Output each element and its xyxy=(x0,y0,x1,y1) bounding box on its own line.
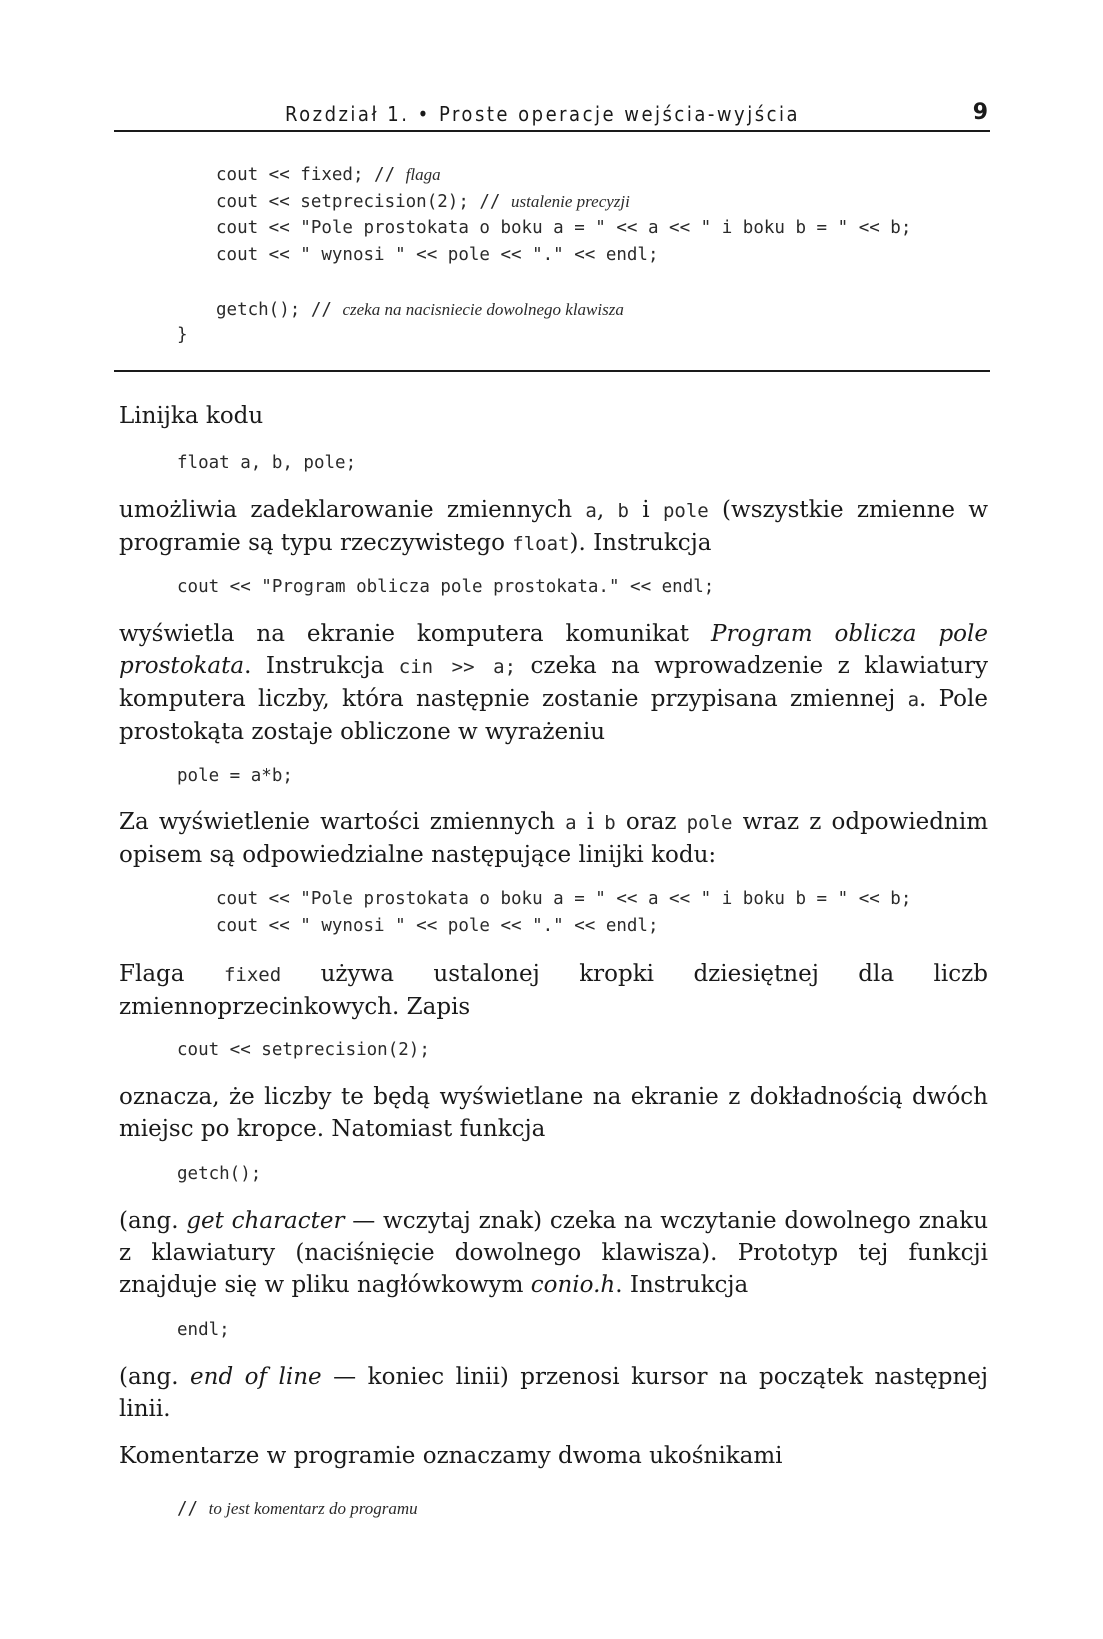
page-number: 9 xyxy=(972,100,988,125)
paragraph-endl: (ang. end of line — koniec linii) przenosi kursor na początek następnej linii. xyxy=(119,1364,989,1422)
paragraph-komentarze: Komentarze w programie oznaczamy dwoma ukośnikami xyxy=(119,1443,783,1469)
code-comment: ustalenie precyzji xyxy=(511,192,630,211)
code-line-getch xyxy=(216,296,624,324)
code-float-decl: float a, b, pole; xyxy=(177,453,357,473)
code-endl: endl; xyxy=(177,1320,230,1340)
paragraph-oznacza: oznacza, że liczby te będą wyświetlane na ekranie z dokładnością dwóch miejsc po kropce. Natomiast funkcja xyxy=(119,1084,988,1142)
code-line-fixed xyxy=(216,161,441,189)
code-closing-brace: } xyxy=(177,325,188,345)
code-text: // xyxy=(177,1499,199,1519)
paragraph-declaration: umożliwia zadeklarowanie zmiennych a, b i pole (wszystkie zmienne w programie są typu rzeczywistego float). Instrukcja xyxy=(119,497,989,556)
code-cout-program: cout << "Program oblicza pole prostokata." << endl; xyxy=(177,577,715,597)
code-setprecision: cout << setprecision(2); xyxy=(177,1040,430,1060)
code-comment: to jest komentarz do programu xyxy=(208,1499,418,1518)
code-line-output-b: cout << " wynosi " << pole << "." << endl; xyxy=(216,245,659,265)
chapter-title: Rozdział 1. • Proste operacje wejścia-wyjścia xyxy=(285,102,800,126)
paragraph-getch: (ang. get character — wczytaj znak) czeka na wczytanie dowolnego znaku z klawiatury (naciśnięcie dowolnego klawisza). Prototyp tej funkcji znajduje się w pliku nagłówkowym conio.h. Instrukcja xyxy=(119,1208,989,1298)
code-output-line-b: cout << " wynosi " << pole << "." << endl; xyxy=(216,916,659,936)
paragraph-flaga: Flaga fixed używa ustalonej kropki dziesiętnej dla liczb zmiennoprzecinkowych. Zapis xyxy=(119,961,988,1020)
code-text: cout << setprecision(2); // xyxy=(216,192,501,212)
code-comment: flaga xyxy=(405,165,441,184)
listing-end-rule xyxy=(114,370,990,372)
code-text: getch(); // xyxy=(216,300,332,320)
paragraph-wyswietlenie: Za wyświetlenie wartości zmiennych a i b oraz pole wraz z odpowiednim opisem są odpowiedzialne następujące linijki kodu: xyxy=(119,809,988,868)
code-line-output-a: cout << "Pole prostokata o boku a = " << a << " i boku b = " << b; xyxy=(216,218,912,238)
code-output-line-a: cout << "Pole prostokata o boku a = " << a << " i boku b = " << b; xyxy=(216,889,912,909)
code-line-setprecision xyxy=(216,188,630,216)
code-comment: czeka na nacisniecie dowolnego klawisza xyxy=(342,300,624,319)
code-pole-expr: pole = a*b; xyxy=(177,766,293,786)
code-getch: getch(); xyxy=(177,1164,262,1184)
code-text: cout << fixed; // xyxy=(216,165,396,185)
running-header xyxy=(114,100,990,132)
paragraph-linijka: Linijka kodu xyxy=(119,403,264,429)
code-comment-example xyxy=(177,1495,418,1523)
paragraph-komunikat: wyświetla na ekranie komputera komunikat Program oblicza pole prostokata. Instrukcja cin >> a; czeka na wprowadzenie z klawiatury komputera liczby, która następnie zostanie przypisana zmiennej a. Pole prostokąta zostaje obliczone w wyrażeniu xyxy=(119,621,988,745)
